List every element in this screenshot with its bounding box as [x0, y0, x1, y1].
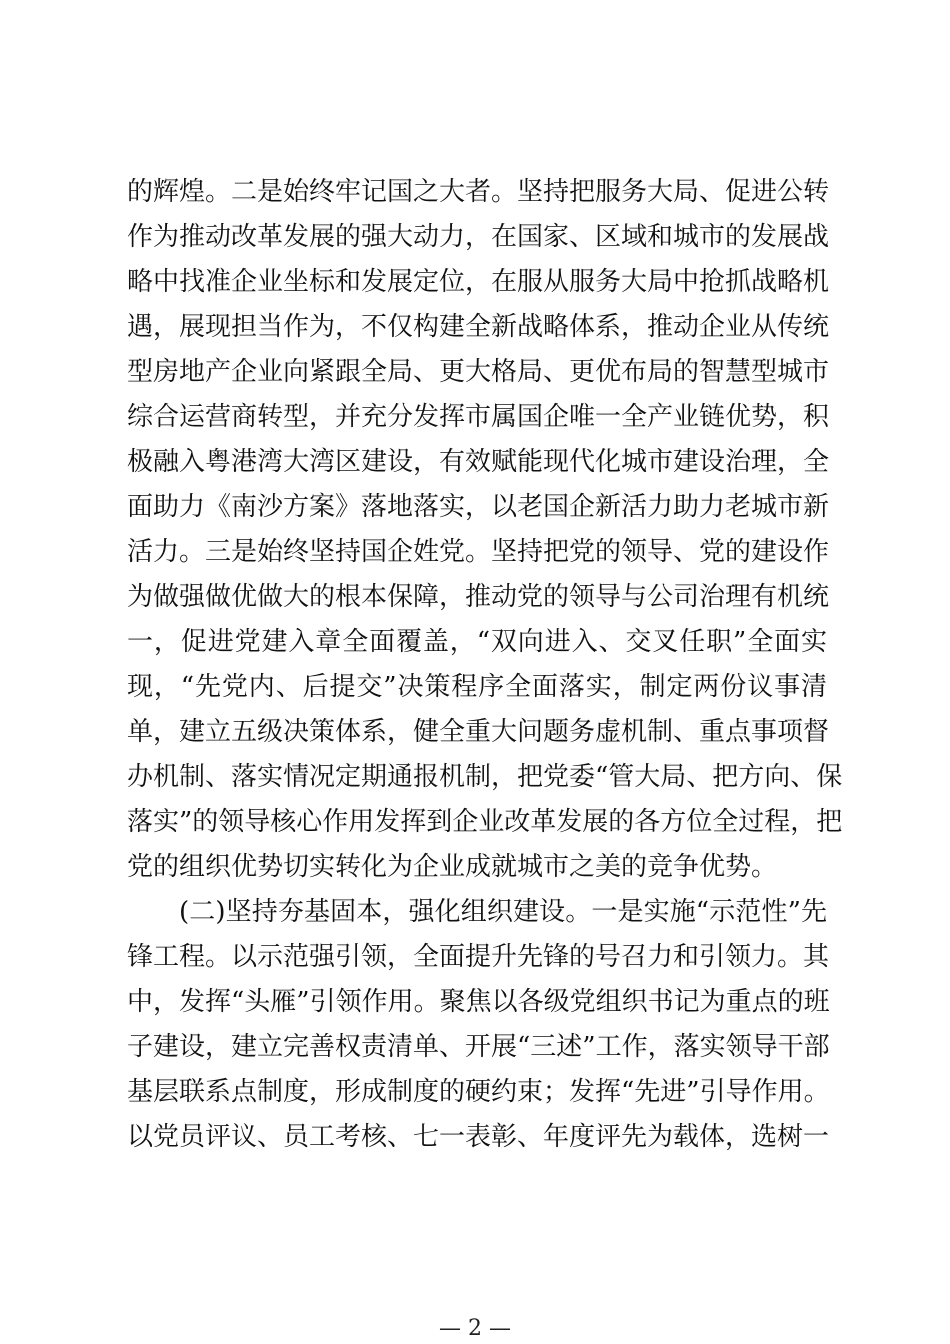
text-line: 极融入粤港湾大湾区建设，有效赋能现代化城市建设治理，全 — [127, 447, 830, 477]
text-line: 型房地产企业向紧跟全局、更大格局、更优布局的智慧型城市 — [127, 357, 830, 387]
text-line: 综合运营商转型，并充分发挥市属国企唯一全产业链优势，积 — [127, 402, 830, 432]
text-line: 面助力《南沙方案》落地落实，以老国企新活力助力老城市新 — [127, 492, 830, 522]
text-line: 锋工程。以示范强引领，全面提升先锋的号召力和引领力。其 — [127, 942, 830, 972]
text-line: 现，“先党内、后提交”决策程序全面落实，制定两份议事清 — [127, 672, 827, 702]
text-line: 遇，展现担当作为，不仅构建全新战略体系，推动企业从传统 — [127, 312, 830, 342]
page-number: — 2 — — [439, 1316, 511, 1341]
paragraph-end-line: 党的组织优势切实转化为企业成就城市之美的竞争优势。 — [127, 852, 778, 882]
section-heading-line: (二)坚持夯基固本，强化组织建设。一是实施“示范性”先 — [179, 897, 827, 927]
text-line: 以党员评议、员工考核、七一表彰、年度评先为载体，选树一 — [127, 1122, 830, 1152]
text-line: 子建设，建立完善权责清单、开展“三述”工作，落实领导干部 — [127, 1032, 830, 1062]
text-line: 略中找准企业坐标和发展定位，在服从服务大局中抢抓战略机 — [127, 267, 830, 297]
text-line: 作为推动改革发展的强大动力，在国家、区域和城市的发展战 — [127, 222, 830, 252]
text-line: 中，发挥“头雁”引领作用。聚焦以各级党组织书记为重点的班 — [127, 987, 830, 1017]
body-text — [127, 170, 843, 1160]
text-line: 的辉煌。二是始终牢记国之大者。坚持把服务大局、促进公转 — [127, 177, 830, 207]
text-line: 落实”的领导核心作用发挥到企业改革发展的各方位全过程，把 — [127, 807, 843, 837]
text-line: 办机制、落实情况定期通报机制，把党委“管大局、把方向、保 — [127, 762, 843, 792]
text-line: 基层联系点制度，形成制度的硬约束；发挥“先进”引导作用。 — [127, 1077, 830, 1107]
text-line: 活力。三是始终坚持国企姓党。坚持把党的领导、党的建设作 — [127, 537, 830, 567]
text-line: 一，促进党建入章全面覆盖，“双向进入、交叉任职”全面实 — [127, 627, 827, 657]
text-line: 单，建立五级决策体系，健全重大问题务虚机制、重点事项督 — [127, 717, 830, 747]
text-line: 为做强做优做大的根本保障，推动党的领导与公司治理有机统 — [127, 582, 830, 612]
